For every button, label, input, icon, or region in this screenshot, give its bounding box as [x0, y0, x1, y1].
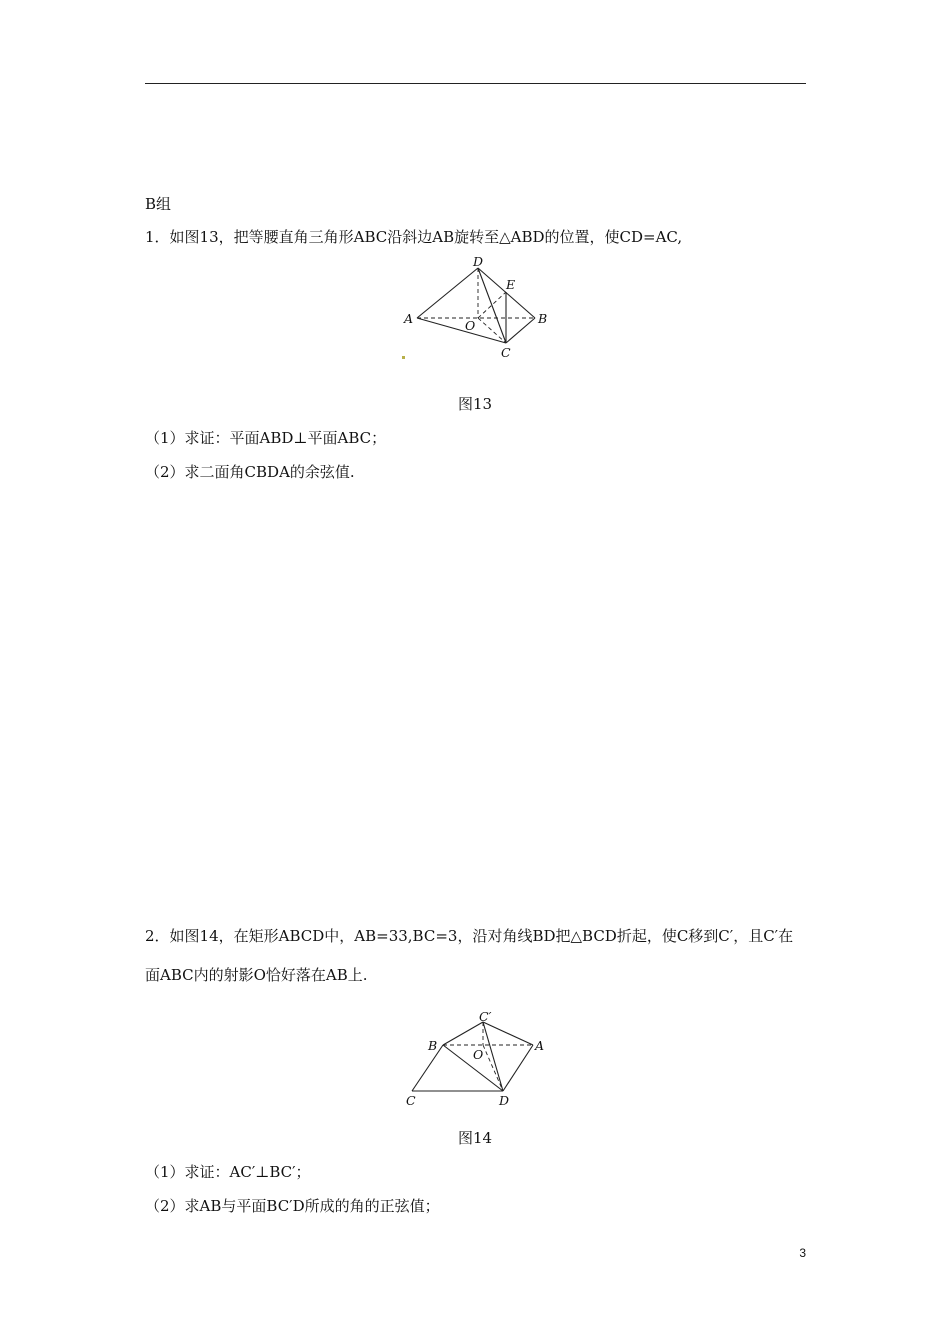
problem2-statement-line2: 面ABC内的射影O恰好落在AB上.	[145, 966, 368, 984]
edge-OD	[483, 1045, 503, 1091]
label-B: B	[538, 311, 548, 326]
print-speck	[402, 356, 405, 359]
label-E: E	[506, 277, 516, 292]
problem2-question1: （1）求证：AC′⊥BC′；	[145, 1163, 311, 1181]
edge-AC	[417, 318, 506, 343]
problem2-statement-line1: 2．如图14，在矩形ABCD中，AB=33,BC=3，沿对角线BD把△BCD折起，使C移到C′，且C′在	[145, 927, 794, 945]
label-C: C	[501, 345, 511, 360]
figure-14-caption: 图14	[457, 1129, 493, 1147]
label-O: O	[465, 318, 476, 333]
figure-13-caption: 图13	[457, 395, 493, 413]
edge-CpA	[483, 1022, 533, 1045]
label-B: B	[428, 1038, 438, 1053]
label-O: O	[473, 1047, 484, 1062]
edge-AD	[503, 1045, 533, 1091]
problem1-question2: （2）求二面角CBDA的余弦值.	[145, 463, 355, 481]
edge-AD	[417, 268, 478, 318]
header-rule	[145, 83, 806, 84]
problem1-question1: （1）求证：平面ABD⊥平面ABC；	[145, 429, 387, 447]
problem1-statement: 1．如图13，把等腰直角三角形ABC沿斜边AB旋转至△ABD的位置，使CD=AC,	[145, 228, 683, 246]
problem2-question2: （2）求AB与平面BC′D所成的角的正弦值；	[145, 1197, 440, 1215]
page-number: 3	[799, 1246, 806, 1260]
label-C: C	[406, 1093, 416, 1108]
label-Cprime: C′	[479, 1009, 492, 1024]
edge-CB	[506, 318, 535, 343]
label-A: A	[535, 1038, 545, 1053]
edge-CpB	[443, 1022, 483, 1045]
label-D: D	[473, 254, 484, 269]
label-A: A	[404, 311, 414, 326]
group-title: B组	[145, 195, 172, 213]
figure-13	[395, 250, 565, 365]
edge-DC	[478, 268, 506, 343]
figure-14	[400, 1009, 560, 1114]
edge-CpD	[483, 1022, 503, 1091]
label-D: D	[499, 1093, 510, 1108]
